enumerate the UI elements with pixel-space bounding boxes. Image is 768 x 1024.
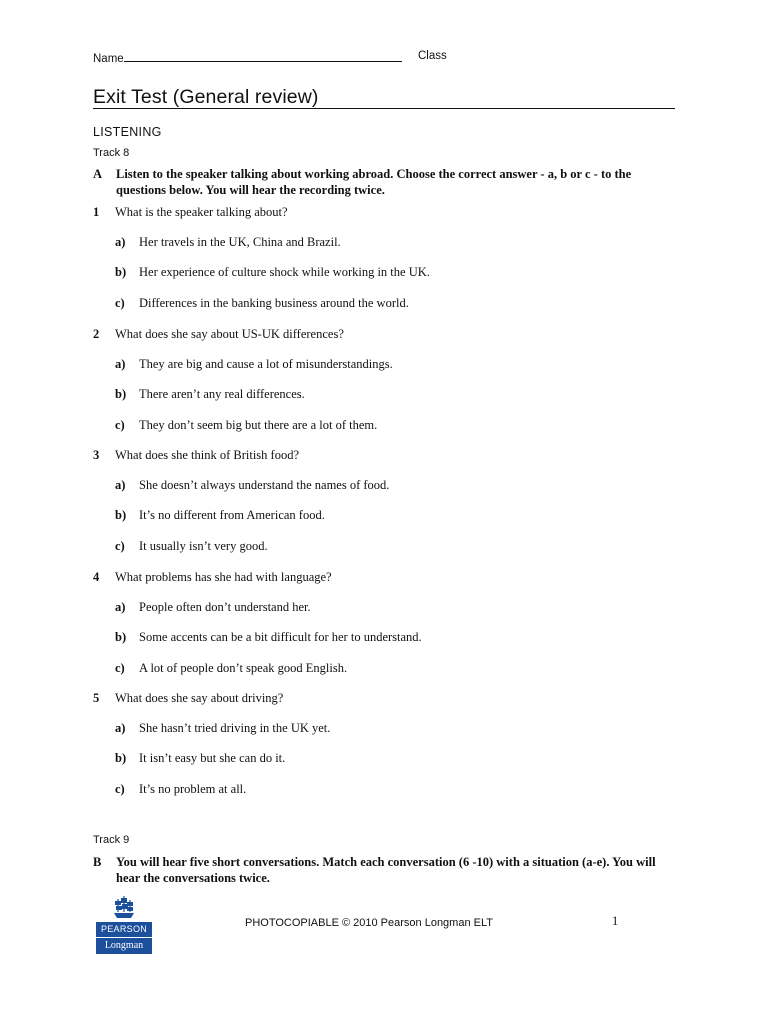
ship-icon (96, 893, 152, 921)
option-text: Differences in the banking business around the world. (139, 296, 409, 310)
question-text: What does she think of British food? (115, 448, 299, 462)
name-field (93, 50, 402, 65)
question-text: What does she say about driving? (115, 691, 284, 705)
instruction-a (93, 166, 673, 198)
page-number: 1 (612, 914, 619, 928)
option-text: A lot of people don’t speak good English. (139, 661, 348, 675)
page-title: Exit Test (General review) (93, 86, 319, 108)
track-label-a: Track 8 (93, 147, 130, 159)
instruction-text-b: You will hear five short conversations. Match each conversation (6 -10) with a situation (a-e). You will hear the conversations twice. (116, 855, 656, 885)
option-letter: a) (115, 478, 126, 492)
option-text: Her travels in the UK, China and Brazil. (139, 235, 341, 249)
option-letter: b) (115, 630, 127, 644)
option-text: It’s no problem at all. (139, 782, 247, 796)
question-number: 5 (93, 691, 100, 705)
option-text: She doesn’t always understand the names of food. (139, 478, 390, 492)
option-letter: b) (115, 508, 127, 522)
class-field (418, 50, 447, 62)
option-text: There aren’t any real differences. (139, 387, 305, 401)
instruction-text-a: Listen to the speaker talking about working abroad. Choose the correct answer - a, b or c - to the questions below. You will hear the recording twice. (116, 167, 632, 197)
question-text: What problems has she had with language? (115, 570, 332, 584)
option-letter: c) (115, 539, 125, 553)
option-letter: c) (115, 782, 125, 796)
name-line (124, 50, 402, 62)
option-letter: b) (115, 751, 127, 765)
part-letter-b: B (93, 855, 102, 869)
option-letter: a) (115, 235, 126, 249)
option-letter: a) (115, 721, 126, 735)
question-number: 3 (93, 448, 100, 462)
option-letter: a) (115, 600, 126, 614)
option-letter: a) (115, 357, 126, 371)
question-text: What does she say about US-UK differences? (115, 327, 344, 341)
option-text: Her experience of culture shock while working in the UK. (139, 265, 430, 279)
option-text: It usually isn’t very good. (139, 539, 268, 553)
option-letter: c) (115, 418, 125, 432)
question-number: 1 (93, 205, 100, 219)
option-letter: c) (115, 296, 125, 310)
question-text: What is the speaker talking about? (115, 205, 288, 219)
option-text: Some accents can be a bit difficult for her to understand. (139, 630, 422, 644)
option-text: They are big and cause a lot of misunderstandings. (139, 357, 393, 371)
option-text: People often don’t understand her. (139, 600, 311, 614)
footer-copyright: PHOTOCOPIABLE © 2010 Pearson Longman ELT (245, 917, 493, 929)
name-label: Name (93, 53, 124, 65)
option-letter: b) (115, 387, 127, 401)
option-text: They don’t seem big but there are a lot of them. (139, 418, 378, 432)
option-text: It’s no different from American food. (139, 508, 325, 522)
option-text: She hasn’t tried driving in the UK yet. (139, 721, 331, 735)
title-divider (93, 108, 675, 109)
question-number: 4 (93, 570, 100, 584)
option-letter: b) (115, 265, 127, 279)
instruction-b (93, 854, 673, 886)
question-number: 2 (93, 327, 100, 341)
part-letter-a: A (93, 167, 103, 181)
pearson-longman-logo (96, 893, 152, 954)
logo-pearson-text: PEARSON (96, 922, 152, 937)
option-letter: c) (115, 661, 125, 675)
track-label-b: Track 9 (93, 834, 130, 846)
logo-longman-text: Longman (96, 938, 152, 954)
section-heading: LISTENING (93, 125, 162, 139)
option-text: It isn’t easy but she can do it. (139, 751, 286, 765)
class-label: Class (418, 50, 447, 62)
